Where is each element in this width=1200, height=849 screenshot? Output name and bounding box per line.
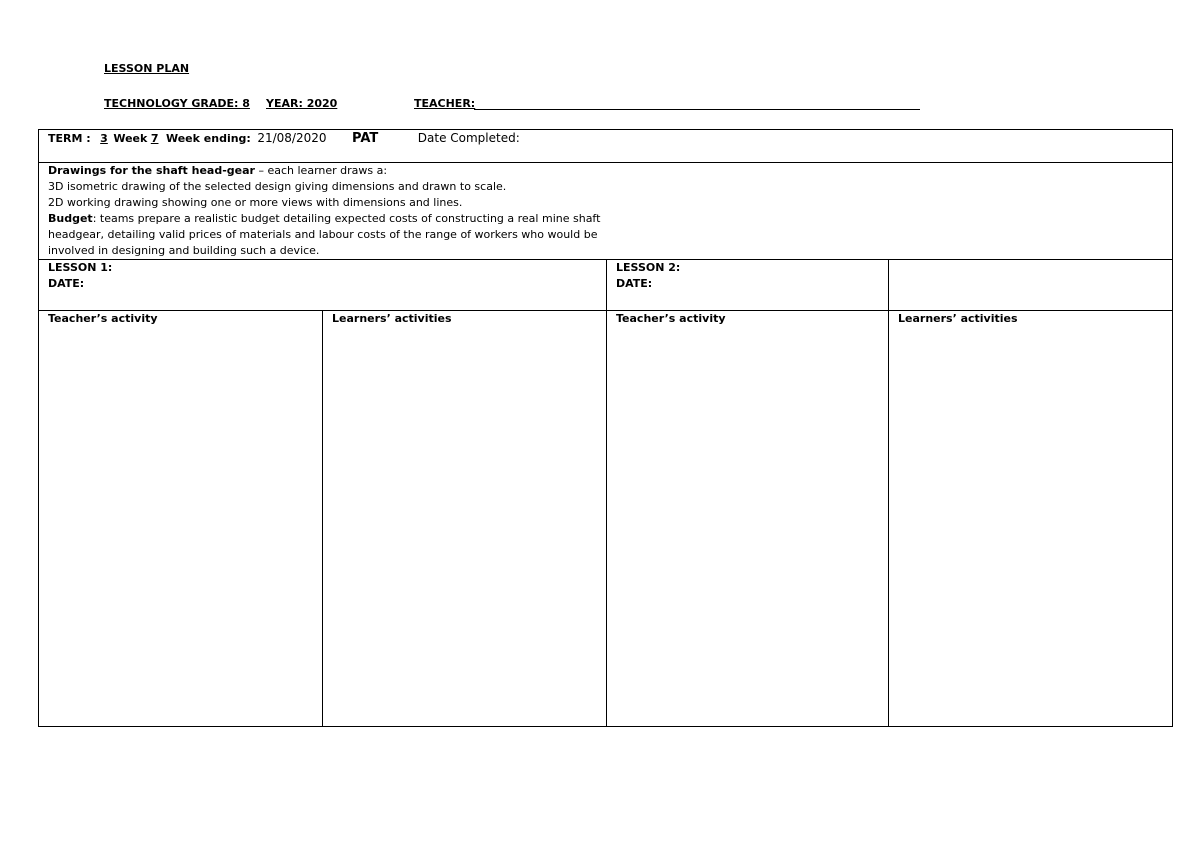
term-row <box>39 130 1173 163</box>
description-line-2d: 2D working drawing showing one or more views with dimensions and lines. <box>48 196 463 209</box>
term-label: TERM : <box>48 132 91 145</box>
grade-label: TECHNOLOGY GRADE: 8 <box>104 97 250 110</box>
lesson-1-cell <box>39 260 607 311</box>
term-value: 3 <box>100 132 108 145</box>
description-heading: Drawings for the shaft head-gear <box>48 164 255 177</box>
description-row <box>39 163 1173 260</box>
week-label: Week <box>113 132 148 145</box>
teacher-activity-heading: Teacher’s activity <box>48 312 158 325</box>
lesson-plan-table <box>38 129 1173 727</box>
date-completed-label: Date Completed: <box>417 131 520 145</box>
week-ending-value: 21/08/2020 <box>257 131 327 145</box>
lesson-2-date: DATE: <box>616 277 653 290</box>
activities-row <box>39 311 1173 727</box>
lesson-1-date: DATE: <box>48 277 85 290</box>
lesson-1-label: LESSON 1: <box>48 261 113 274</box>
lesson-row <box>39 260 1173 311</box>
teacher-blank-line <box>474 109 920 110</box>
term-cell <box>39 130 1173 163</box>
description-heading-tail: – each learner draws a: <box>254 164 388 177</box>
lesson-2-learners-activities[interactable] <box>889 311 1173 727</box>
teacher-label: TEACHER: <box>414 97 476 110</box>
week-ending-label: Week ending: <box>165 132 251 145</box>
lesson-2-label: LESSON 2: <box>616 261 681 274</box>
lesson-1-learners-activities[interactable] <box>323 311 607 727</box>
lesson-2-cell <box>607 260 889 311</box>
teacher-activity-heading: Teacher’s activity <box>616 312 726 325</box>
doc-title: LESSON PLAN <box>104 62 190 75</box>
learners-activities-heading: Learners’ activities <box>898 312 1018 325</box>
budget-label: Budget <box>48 212 93 225</box>
learners-activities-heading: Learners’ activities <box>332 312 452 325</box>
description-cell <box>39 163 1173 260</box>
budget-text: : teams prepare a realistic budget detailing expected costs of constructing a real mine shaft headgear, detailing valid prices of materials and labour costs of the range of workers who would be involved in designing and building such a device. <box>48 212 601 257</box>
year-label: YEAR: 2020 <box>266 97 338 110</box>
week-value: 7 <box>150 132 159 145</box>
lesson-2-teacher-activity[interactable] <box>607 311 889 727</box>
lesson-1-teacher-activity[interactable] <box>39 311 323 727</box>
description-line-3d: 3D isometric drawing of the selected design giving dimensions and drawn to scale. <box>48 180 507 193</box>
lesson-empty-cell <box>889 260 1173 311</box>
pat-label: PAT <box>352 131 379 146</box>
